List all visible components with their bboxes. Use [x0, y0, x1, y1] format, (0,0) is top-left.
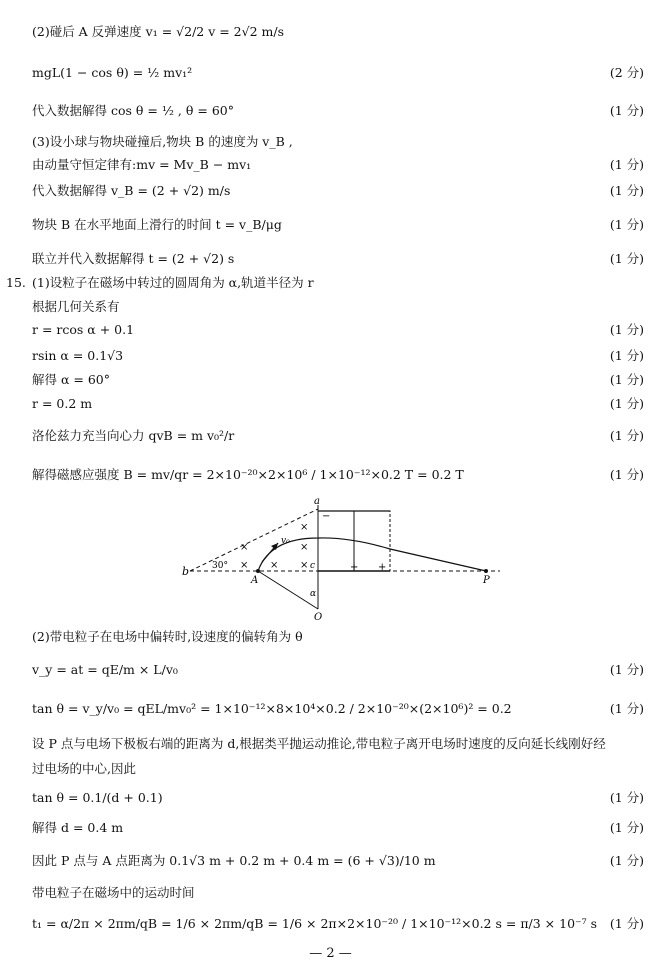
- points-15: (1 分): [609, 428, 644, 443]
- label-alpha: α: [310, 589, 317, 599]
- text-line-15: 洛伦兹力充当向心力 qvB = m v₀²/r: [32, 428, 235, 443]
- points-2: (2 分): [609, 65, 644, 80]
- line-22: [32, 787, 644, 809]
- points-24: (1 分): [609, 853, 644, 868]
- plate-minus: −: [322, 511, 331, 522]
- text-line-23: 解得 d = 0.4 m: [32, 820, 124, 835]
- field-cross-3: ×: [270, 560, 279, 571]
- line-18: [32, 659, 644, 681]
- points-22: (1 分): [609, 790, 644, 805]
- text-line-16: 解得磁感应强度 B = mv/qr = 2×10⁻²⁰×2×10⁶ / 1×10⁻¹²×0.2 T = 0.2 T: [32, 467, 464, 482]
- points-26: (1 分): [609, 916, 644, 931]
- plate-plus-1: +: [350, 562, 359, 573]
- field-cross-2: ×: [240, 560, 249, 571]
- line-23: [32, 817, 644, 839]
- points-11: (1 分): [609, 322, 644, 337]
- text-line-5: 由动量守恒定律有:mv = Mv_B − mv₁: [32, 157, 252, 172]
- label-b: b: [182, 565, 190, 578]
- question-number: 15.: [6, 275, 26, 290]
- text-line-12: rsin α = 0.1√3: [32, 348, 124, 363]
- points-5: (1 分): [609, 157, 644, 172]
- text-line-21: 过电场的中心,因此: [32, 761, 136, 776]
- text-line-13: 解得 α = 60°: [32, 372, 110, 387]
- text-line-20: 设 P 点与电场下极板右端的距离为 d,根据类平抛运动推论,带电粒子离开电场时速度的反向延长线刚好经: [32, 736, 606, 751]
- line-26: [32, 913, 644, 935]
- line-20: [32, 733, 644, 755]
- points-19: (1 分): [609, 701, 644, 716]
- field-cross-1: ×: [240, 542, 249, 553]
- text-line-2: mgL(1 − cos θ) = ½ mv₁²: [32, 65, 193, 80]
- plate-plus-2: +: [378, 562, 387, 573]
- label-angle: 30°: [212, 561, 228, 571]
- text-line-10: 根据几何关系有: [32, 299, 120, 314]
- text-line-26: t₁ = α/2π × 2πm/qB = 1/6 × 2πm/qB = 1/6 × 2π×2×10⁻²⁰ / 1×10⁻¹²×0.2 s = π/3 × 10⁻⁷ s: [32, 916, 598, 931]
- point-p-dot: [484, 569, 488, 573]
- points-13: (1 分): [609, 372, 644, 387]
- points-18: (1 分): [609, 662, 644, 677]
- text-line-22: tan θ = 0.1/(d + 0.1): [32, 790, 163, 805]
- field-cross-6: ×: [300, 560, 309, 571]
- text-line-1: (2)碰后 A 反弹速度 v₁ = √2/2 v = 2√2 m/s: [32, 24, 285, 39]
- text-line-9: (1)设粒子在磁场中转过的圆周角为 α,轨道半径为 r: [32, 275, 314, 290]
- line-19: [32, 698, 644, 720]
- line-25: [32, 882, 644, 904]
- label-O: O: [314, 612, 323, 623]
- points-6: (1 分): [609, 183, 644, 198]
- points-3: (1 分): [609, 103, 644, 118]
- text-line-6: 代入数据解得 v_B = (2 + √2) m/s: [32, 183, 231, 198]
- text-line-24: 因此 P 点与 A 点距离为 0.1√3 m + 0.2 m + 0.4 m = (6 + √3)/10 m: [32, 853, 436, 868]
- label-a-top: a: [314, 496, 320, 507]
- page-number: — 2 —: [309, 946, 352, 961]
- points-23: (1 分): [609, 820, 644, 835]
- radius-line-a: [258, 571, 318, 609]
- text-line-14: r = 0.2 m: [32, 396, 93, 411]
- points-12: (1 分): [609, 348, 644, 363]
- text-line-19: tan θ = v_y/v₀ = qEL/mv₀² = 1×10⁻¹²×8×10⁴×0.2 / 2×10⁻²⁰×(2×10⁶)² = 0.2: [32, 701, 512, 716]
- particle-trajectory: [258, 538, 486, 571]
- text-line-8: 联立并代入数据解得 t = (2 + √2) s: [32, 251, 235, 266]
- label-v0: v₀: [281, 536, 290, 546]
- text-line-25: 带电粒子在磁场中的运动时间: [32, 885, 195, 900]
- field-cross-4: ×: [300, 522, 309, 533]
- points-7: (1 分): [609, 217, 644, 232]
- points-14: (1 分): [609, 396, 644, 411]
- text-line-3: 代入数据解得 cos θ = ½ , θ = 60°: [32, 103, 234, 118]
- text-line-11: r = rcos α + 0.1: [32, 322, 135, 337]
- field-cross-5: ×: [300, 542, 309, 553]
- point-a-dot: [256, 569, 260, 573]
- label-P: P: [483, 575, 490, 586]
- text-line-17: (2)带电粒子在电场中偏转时,设速度的偏转角为 θ: [32, 629, 303, 644]
- line-21: [32, 758, 644, 780]
- points-16: (1 分): [609, 467, 644, 482]
- points-8: (1 分): [609, 251, 644, 266]
- text-line-4: (3)设小球与物块碰撞后,物块 B 的速度为 v_B ,: [32, 134, 293, 149]
- text-line-18: v_y = at = qE/m × L/v₀: [32, 662, 178, 677]
- label-c: c: [310, 561, 316, 571]
- text-line-7: 物块 B 在水平地面上滑行的时间 t = v_B/μg: [32, 217, 282, 232]
- line-17: [32, 626, 644, 648]
- label-A: A: [251, 575, 259, 586]
- line-24: [32, 850, 644, 872]
